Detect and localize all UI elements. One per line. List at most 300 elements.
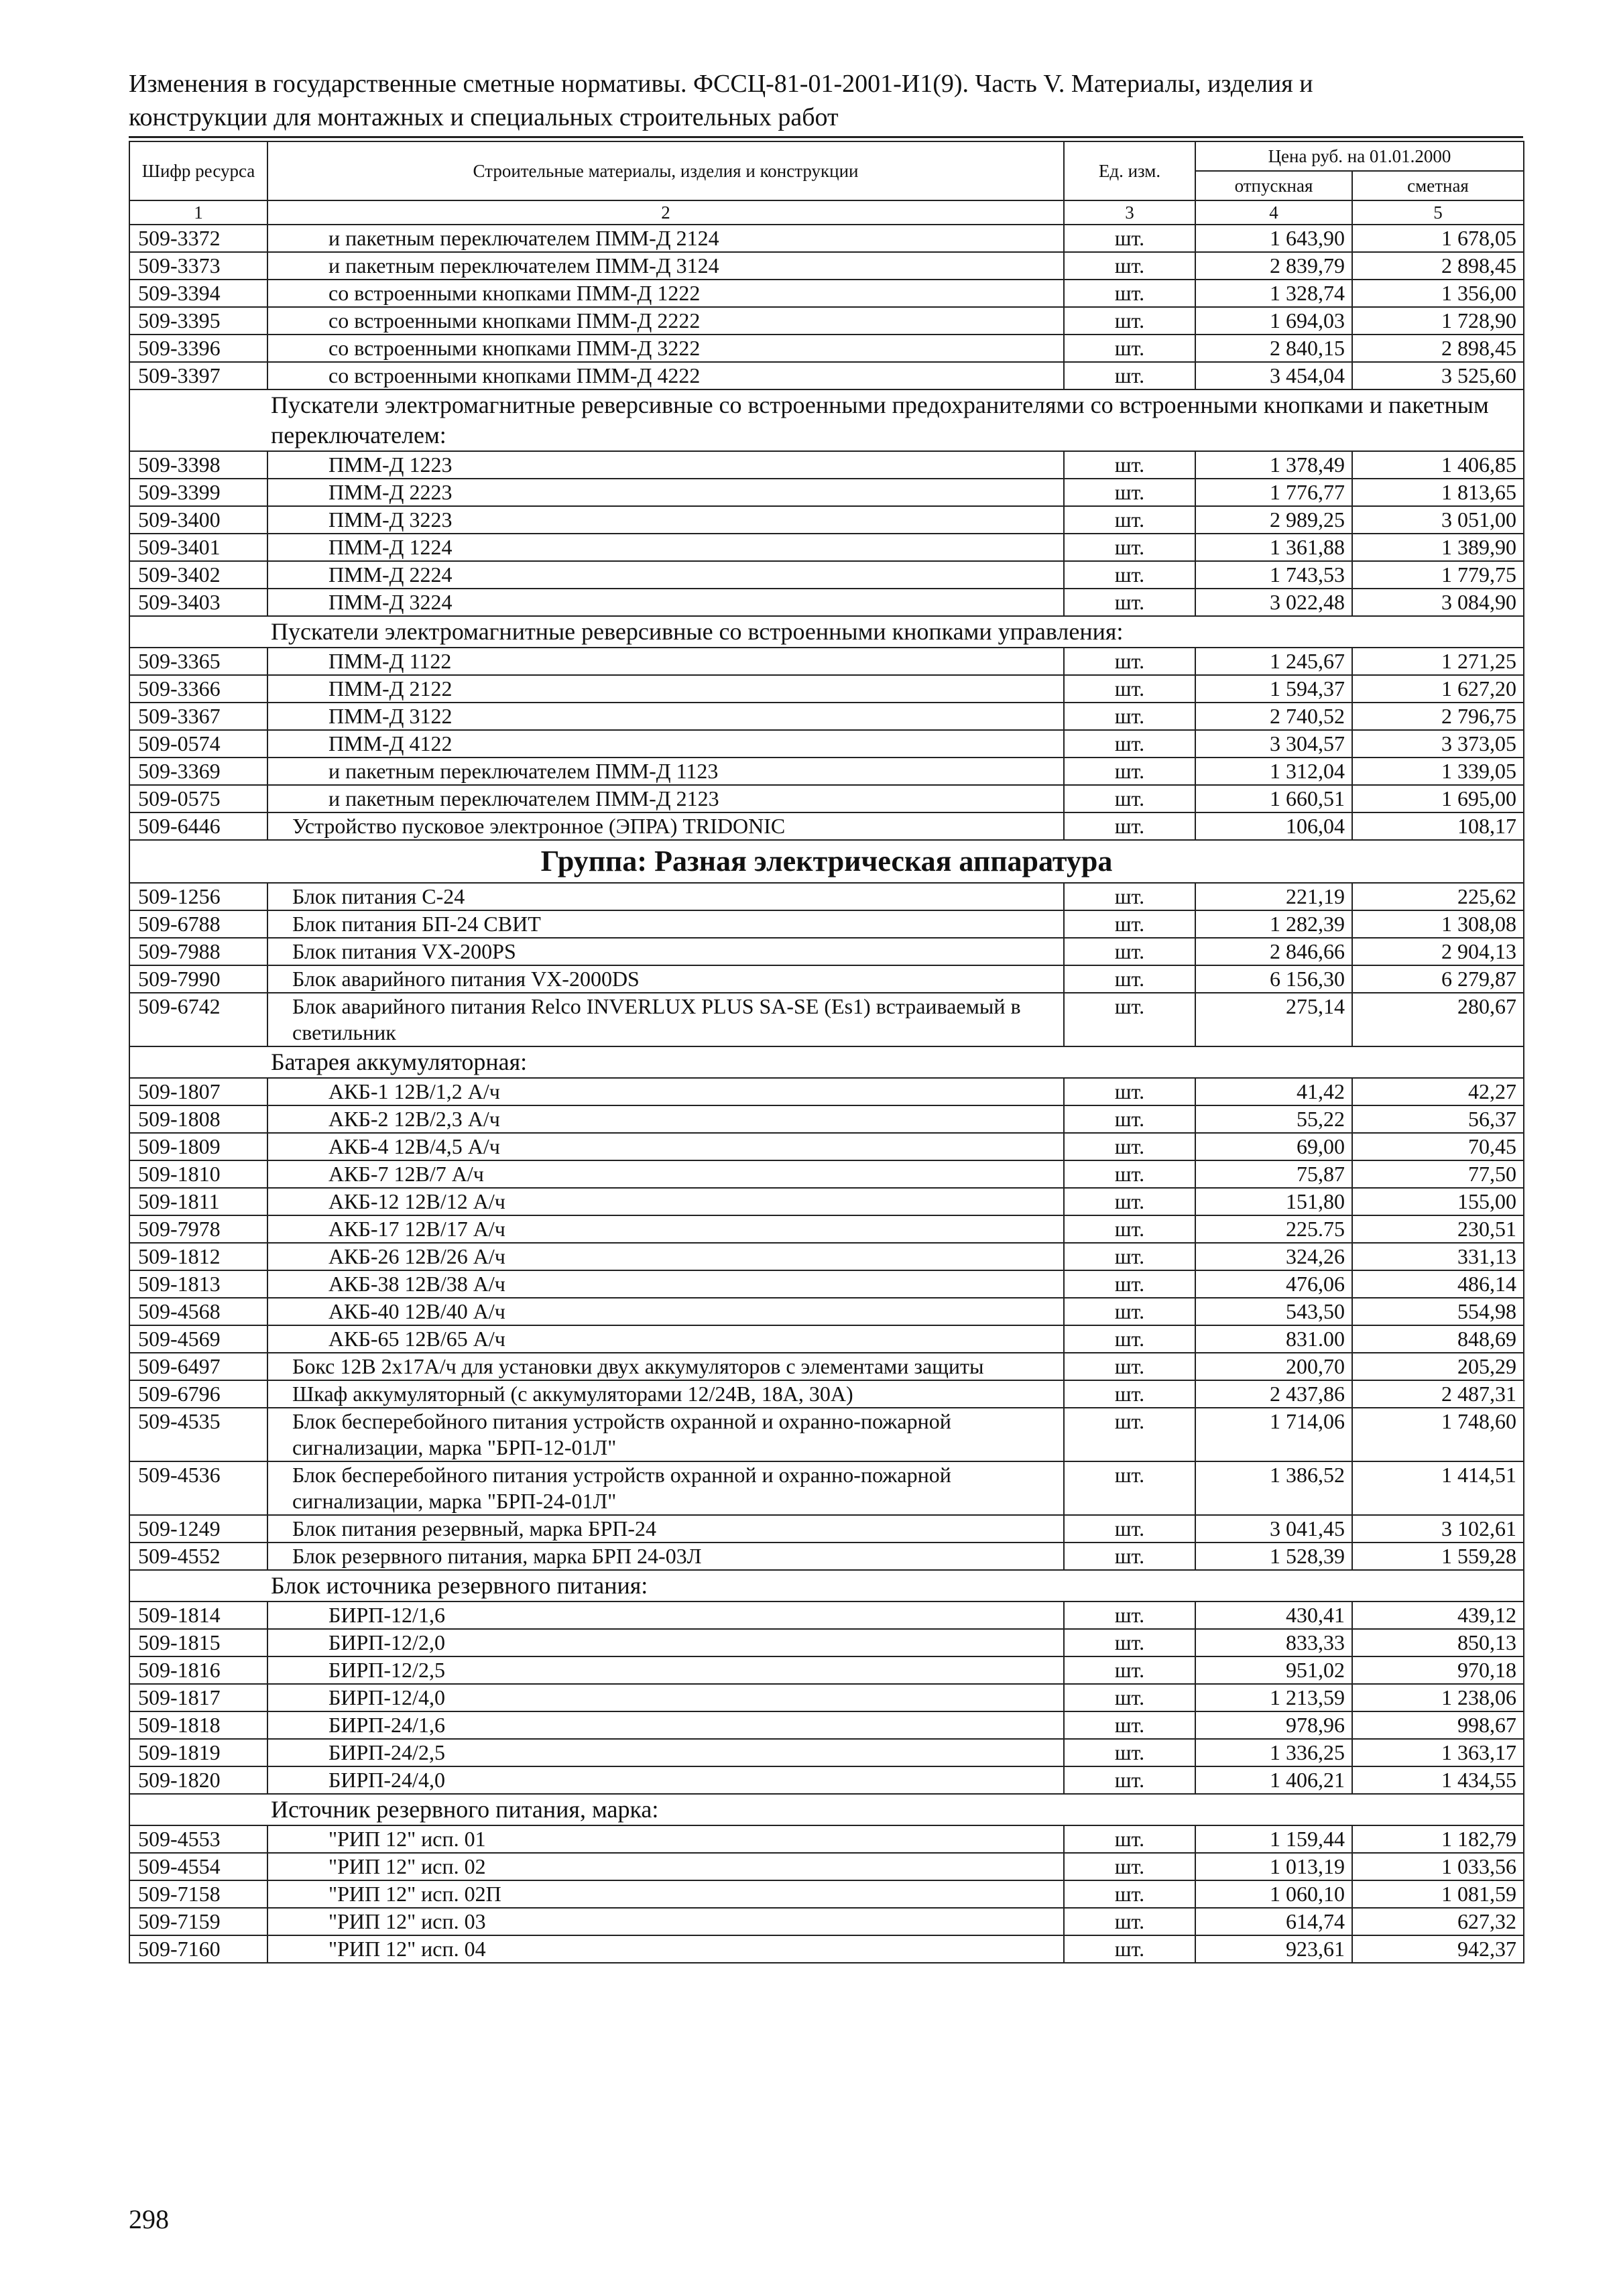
item-name: со встроенными кнопками ПММ-Д 2222 bbox=[267, 307, 1064, 335]
price-wholesale: 1 245,67 bbox=[1195, 648, 1352, 675]
price-estimate: 1 813,65 bbox=[1352, 479, 1524, 506]
price-wholesale: 2 740,52 bbox=[1195, 703, 1352, 730]
table-row bbox=[129, 1105, 1524, 1133]
price-wholesale: 1 528,39 bbox=[1195, 1543, 1352, 1570]
price-wholesale: 55,22 bbox=[1195, 1105, 1352, 1133]
resource-code: 509-7988 bbox=[129, 938, 267, 965]
item-name: Блок бесперебойного питания устройств охранной и охранно-пожарной сигнализации, марка "БРП-24-01Л" bbox=[267, 1461, 1064, 1515]
unit-of-measure: шт. bbox=[1064, 1825, 1195, 1853]
item-name: Блок питания С-24 bbox=[267, 883, 1064, 910]
price-estimate: 2 898,45 bbox=[1352, 335, 1524, 362]
resource-code: 509-3366 bbox=[129, 675, 267, 703]
price-wholesale: 1 213,59 bbox=[1195, 1684, 1352, 1711]
price-wholesale: 225.75 bbox=[1195, 1215, 1352, 1243]
price-estimate: 1 748,60 bbox=[1352, 1408, 1524, 1461]
resource-code: 509-1810 bbox=[129, 1160, 267, 1188]
unit-of-measure: шт. bbox=[1064, 362, 1195, 389]
item-name: со встроенными кнопками ПММ-Д 3222 bbox=[267, 335, 1064, 362]
price-wholesale: 2 989,25 bbox=[1195, 506, 1352, 534]
section-heading-row bbox=[129, 616, 1524, 648]
table-row bbox=[129, 1602, 1524, 1629]
table-row bbox=[129, 479, 1524, 506]
item-name: "РИП 12" исп. 02П bbox=[267, 1880, 1064, 1908]
table-body bbox=[129, 225, 1524, 1963]
unit-of-measure: шт. bbox=[1064, 1380, 1195, 1408]
price-estimate: 486,14 bbox=[1352, 1270, 1524, 1298]
item-name: и пакетным переключателем ПММ-Д 2123 bbox=[267, 785, 1064, 812]
price-estimate: 2 487,31 bbox=[1352, 1380, 1524, 1408]
table-row bbox=[129, 1515, 1524, 1543]
item-name: "РИП 12" исп. 01 bbox=[267, 1825, 1064, 1853]
price-wholesale: 831.00 bbox=[1195, 1325, 1352, 1353]
price-wholesale: 1 361,88 bbox=[1195, 534, 1352, 561]
item-name: и пакетным переключателем ПММ-Д 3124 bbox=[267, 252, 1064, 280]
price-estimate: 942,37 bbox=[1352, 1935, 1524, 1963]
unit-of-measure: шт. bbox=[1064, 675, 1195, 703]
table-row bbox=[129, 1298, 1524, 1325]
resource-code: 509-3396 bbox=[129, 335, 267, 362]
column-header-price: Цена руб. на 01.01.2000 bbox=[1195, 141, 1524, 171]
resource-code: 509-3403 bbox=[129, 589, 267, 616]
unit-of-measure: шт. bbox=[1064, 1160, 1195, 1188]
item-name: Блок питания резервный, марка БРП-24 bbox=[267, 1515, 1064, 1543]
price-estimate: 1 356,00 bbox=[1352, 280, 1524, 307]
unit-of-measure: шт. bbox=[1064, 703, 1195, 730]
table-row bbox=[129, 1133, 1524, 1160]
unit-of-measure: шт. bbox=[1064, 1684, 1195, 1711]
price-estimate: 1 559,28 bbox=[1352, 1543, 1524, 1570]
item-name: ПММ-Д 3223 bbox=[267, 506, 1064, 534]
price-wholesale: 2 846,66 bbox=[1195, 938, 1352, 965]
resource-code: 509-1814 bbox=[129, 1602, 267, 1629]
table-row bbox=[129, 1543, 1524, 1570]
price-estimate: 3 373,05 bbox=[1352, 730, 1524, 758]
item-name: и пакетным переключателем ПММ-Д 1123 bbox=[267, 758, 1064, 785]
unit-of-measure: шт. bbox=[1064, 1408, 1195, 1461]
unit-of-measure: шт. bbox=[1064, 1461, 1195, 1515]
table-row bbox=[129, 1629, 1524, 1656]
price-estimate: 1 406,85 bbox=[1352, 451, 1524, 479]
item-name: БИРП-12/2,5 bbox=[267, 1656, 1064, 1684]
table-row bbox=[129, 812, 1524, 840]
price-estimate: 1 389,90 bbox=[1352, 534, 1524, 561]
resource-code: 509-1809 bbox=[129, 1133, 267, 1160]
price-estimate: 70,45 bbox=[1352, 1133, 1524, 1160]
item-name: "РИП 12" исп. 02 bbox=[267, 1853, 1064, 1880]
resource-code: 509-6446 bbox=[129, 812, 267, 840]
price-estimate: 42,27 bbox=[1352, 1078, 1524, 1105]
section-heading: Блок источника резервного питания: bbox=[129, 1570, 1524, 1602]
item-name: Блок питания БП-24 СВИТ bbox=[267, 910, 1064, 938]
unit-of-measure: шт. bbox=[1064, 1908, 1195, 1935]
header-divider bbox=[129, 136, 1523, 138]
column-number: 3 bbox=[1064, 200, 1195, 225]
resource-code: 509-6742 bbox=[129, 993, 267, 1046]
item-name: АКБ-2 12В/2,3 А/ч bbox=[267, 1105, 1064, 1133]
resource-code: 509-6788 bbox=[129, 910, 267, 938]
price-wholesale: 1 013,19 bbox=[1195, 1853, 1352, 1880]
resource-code: 509-7159 bbox=[129, 1908, 267, 1935]
resource-code: 509-3402 bbox=[129, 561, 267, 589]
unit-of-measure: шт. bbox=[1064, 1215, 1195, 1243]
resource-code: 509-3394 bbox=[129, 280, 267, 307]
price-wholesale: 1 378,49 bbox=[1195, 451, 1352, 479]
column-header-wholesale: отпускная bbox=[1195, 171, 1352, 200]
unit-of-measure: шт. bbox=[1064, 1325, 1195, 1353]
item-name: БИРП-24/4,0 bbox=[267, 1766, 1064, 1794]
unit-of-measure: шт. bbox=[1064, 812, 1195, 840]
unit-of-measure: шт. bbox=[1064, 910, 1195, 938]
price-wholesale: 200,70 bbox=[1195, 1353, 1352, 1380]
unit-of-measure: шт. bbox=[1064, 1739, 1195, 1766]
unit-of-measure: шт. bbox=[1064, 1656, 1195, 1684]
resource-code: 509-6497 bbox=[129, 1353, 267, 1380]
unit-of-measure: шт. bbox=[1064, 785, 1195, 812]
resource-code: 509-4535 bbox=[129, 1408, 267, 1461]
price-estimate: 56,37 bbox=[1352, 1105, 1524, 1133]
table-row bbox=[129, 1853, 1524, 1880]
item-name: АКБ-17 12В/17 А/ч bbox=[267, 1215, 1064, 1243]
price-estimate: 1 308,08 bbox=[1352, 910, 1524, 938]
table-row bbox=[129, 730, 1524, 758]
price-estimate: 1 728,90 bbox=[1352, 307, 1524, 335]
column-header-unit: Ед. изм. bbox=[1064, 141, 1195, 200]
resource-code: 509-3372 bbox=[129, 225, 267, 252]
table-row bbox=[129, 252, 1524, 280]
resource-code: 509-1819 bbox=[129, 1739, 267, 1766]
table-row bbox=[129, 1270, 1524, 1298]
item-name: ПММ-Д 2224 bbox=[267, 561, 1064, 589]
price-estimate: 1 238,06 bbox=[1352, 1684, 1524, 1711]
item-name: Блок аварийного питания Relco INVERLUX PLUS SA-SE (Es1) встраиваемый в светильник bbox=[267, 993, 1064, 1046]
price-wholesale: 923,61 bbox=[1195, 1935, 1352, 1963]
price-estimate: 3 525,60 bbox=[1352, 362, 1524, 389]
price-estimate: 1 081,59 bbox=[1352, 1880, 1524, 1908]
column-number: 4 bbox=[1195, 200, 1352, 225]
price-estimate: 1 695,00 bbox=[1352, 785, 1524, 812]
column-number-row bbox=[129, 200, 1524, 225]
unit-of-measure: шт. bbox=[1064, 1515, 1195, 1543]
price-wholesale: 6 156,30 bbox=[1195, 965, 1352, 993]
item-name: ПММ-Д 1122 bbox=[267, 648, 1064, 675]
price-estimate: 1 363,17 bbox=[1352, 1739, 1524, 1766]
price-wholesale: 3 022,48 bbox=[1195, 589, 1352, 616]
unit-of-measure: шт. bbox=[1064, 1853, 1195, 1880]
unit-of-measure: шт. bbox=[1064, 479, 1195, 506]
item-name: АКБ-65 12В/65 А/ч bbox=[267, 1325, 1064, 1353]
item-name: ПММ-Д 3224 bbox=[267, 589, 1064, 616]
table-row bbox=[129, 1684, 1524, 1711]
unit-of-measure: шт. bbox=[1064, 1935, 1195, 1963]
price-wholesale: 151,80 bbox=[1195, 1188, 1352, 1215]
price-wholesale: 221,19 bbox=[1195, 883, 1352, 910]
resource-code: 509-1813 bbox=[129, 1270, 267, 1298]
table-row bbox=[129, 534, 1524, 561]
item-name: ПММ-Д 2223 bbox=[267, 479, 1064, 506]
resource-code: 509-1815 bbox=[129, 1629, 267, 1656]
price-estimate: 554,98 bbox=[1352, 1298, 1524, 1325]
item-name: со встроенными кнопками ПММ-Д 1222 bbox=[267, 280, 1064, 307]
price-wholesale: 2 839,79 bbox=[1195, 252, 1352, 280]
item-name: БИРП-12/2,0 bbox=[267, 1629, 1064, 1656]
unit-of-measure: шт. bbox=[1064, 1188, 1195, 1215]
price-wholesale: 1 714,06 bbox=[1195, 1408, 1352, 1461]
price-estimate: 1 414,51 bbox=[1352, 1461, 1524, 1515]
table-row bbox=[129, 307, 1524, 335]
table-row bbox=[129, 1353, 1524, 1380]
item-name: Блок питания VX-200PS bbox=[267, 938, 1064, 965]
resource-code: 509-7158 bbox=[129, 1880, 267, 1908]
unit-of-measure: шт. bbox=[1064, 1105, 1195, 1133]
table-row bbox=[129, 1766, 1524, 1794]
resource-code: 509-7990 bbox=[129, 965, 267, 993]
table-row bbox=[129, 938, 1524, 965]
resource-code: 509-1820 bbox=[129, 1766, 267, 1794]
page-header-line-1: Изменения в государственные сметные нормативы. ФССЦ-81-01-2001-И1(9). Часть V. Материалы, изделия и bbox=[129, 70, 1313, 98]
resource-code: 509-6796 bbox=[129, 1380, 267, 1408]
resource-code: 509-3398 bbox=[129, 451, 267, 479]
price-wholesale: 614,74 bbox=[1195, 1908, 1352, 1935]
table-row bbox=[129, 1711, 1524, 1739]
price-wholesale: 1 643,90 bbox=[1195, 225, 1352, 252]
item-name: АКБ-38 12В/38 А/ч bbox=[267, 1270, 1064, 1298]
price-wholesale: 41,42 bbox=[1195, 1078, 1352, 1105]
item-name: БИРП-12/4,0 bbox=[267, 1684, 1064, 1711]
column-header-name: Строительные материалы, изделия и конструкции bbox=[267, 141, 1064, 200]
table-header-row bbox=[129, 141, 1524, 171]
price-wholesale: 1 386,52 bbox=[1195, 1461, 1352, 1515]
item-name: АКБ-1 12В/1,2 А/ч bbox=[267, 1078, 1064, 1105]
page-header bbox=[129, 67, 1523, 134]
unit-of-measure: шт. bbox=[1064, 1543, 1195, 1570]
table-row bbox=[129, 225, 1524, 252]
table-row bbox=[129, 785, 1524, 812]
unit-of-measure: шт. bbox=[1064, 758, 1195, 785]
resource-code: 509-1807 bbox=[129, 1078, 267, 1105]
resource-code: 509-3401 bbox=[129, 534, 267, 561]
resource-code: 509-4536 bbox=[129, 1461, 267, 1515]
price-wholesale: 1 660,51 bbox=[1195, 785, 1352, 812]
resource-code: 509-1812 bbox=[129, 1243, 267, 1270]
price-wholesale: 75,87 bbox=[1195, 1160, 1352, 1188]
resource-code: 509-1816 bbox=[129, 1656, 267, 1684]
table-row bbox=[129, 703, 1524, 730]
table-row bbox=[129, 1935, 1524, 1963]
section-heading: Пускатели электромагнитные реверсивные со встроенными предохранителями со встроенными кнопками и пакетным переключателем: bbox=[129, 389, 1524, 451]
price-estimate: 850,13 bbox=[1352, 1629, 1524, 1656]
price-wholesale: 3 041,45 bbox=[1195, 1515, 1352, 1543]
item-name: АКБ-12 12В/12 А/ч bbox=[267, 1188, 1064, 1215]
resource-code: 509-3367 bbox=[129, 703, 267, 730]
item-name: ПММ-Д 4122 bbox=[267, 730, 1064, 758]
price-wholesale: 69,00 bbox=[1195, 1133, 1352, 1160]
price-wholesale: 1 282,39 bbox=[1195, 910, 1352, 938]
price-wholesale: 324,26 bbox=[1195, 1243, 1352, 1270]
page-header-line-2: конструкции для монтажных и специальных строительных работ bbox=[129, 103, 839, 131]
price-estimate: 205,29 bbox=[1352, 1353, 1524, 1380]
item-name: ПММ-Д 2122 bbox=[267, 675, 1064, 703]
resource-code: 509-3365 bbox=[129, 648, 267, 675]
price-estimate: 280,67 bbox=[1352, 993, 1524, 1046]
unit-of-measure: шт. bbox=[1064, 1353, 1195, 1380]
price-estimate: 225,62 bbox=[1352, 883, 1524, 910]
price-estimate: 1 182,79 bbox=[1352, 1825, 1524, 1853]
price-wholesale: 1 060,10 bbox=[1195, 1880, 1352, 1908]
resource-code: 509-1817 bbox=[129, 1684, 267, 1711]
price-estimate: 2 796,75 bbox=[1352, 703, 1524, 730]
price-estimate: 6 279,87 bbox=[1352, 965, 1524, 993]
table-row bbox=[129, 675, 1524, 703]
resource-code: 509-3400 bbox=[129, 506, 267, 534]
price-wholesale: 1 312,04 bbox=[1195, 758, 1352, 785]
item-name: "РИП 12" исп. 04 bbox=[267, 1935, 1064, 1963]
price-wholesale: 1 694,03 bbox=[1195, 307, 1352, 335]
resource-code: 509-0575 bbox=[129, 785, 267, 812]
table-row bbox=[129, 1380, 1524, 1408]
item-name: АКБ-26 12В/26 А/ч bbox=[267, 1243, 1064, 1270]
resource-code: 509-4554 bbox=[129, 1853, 267, 1880]
table-row bbox=[129, 335, 1524, 362]
table-row bbox=[129, 1325, 1524, 1353]
table-row bbox=[129, 506, 1524, 534]
unit-of-measure: шт. bbox=[1064, 335, 1195, 362]
unit-of-measure: шт. bbox=[1064, 451, 1195, 479]
resource-code: 509-4568 bbox=[129, 1298, 267, 1325]
column-number: 2 bbox=[267, 200, 1064, 225]
table-row bbox=[129, 1825, 1524, 1853]
resource-code: 509-1811 bbox=[129, 1188, 267, 1215]
unit-of-measure: шт. bbox=[1064, 1880, 1195, 1908]
unit-of-measure: шт. bbox=[1064, 1298, 1195, 1325]
resource-code: 509-7978 bbox=[129, 1215, 267, 1243]
price-wholesale: 1 328,74 bbox=[1195, 280, 1352, 307]
unit-of-measure: шт. bbox=[1064, 589, 1195, 616]
group-heading-row bbox=[129, 840, 1524, 883]
table-row bbox=[129, 993, 1524, 1046]
item-name: Шкаф аккумуляторный (с аккумуляторами 12/24В, 18А, 30А) bbox=[267, 1380, 1064, 1408]
item-name: Блок бесперебойного питания устройств охранной и охранно-пожарной сигнализации, марка "БРП-12-01Л" bbox=[267, 1408, 1064, 1461]
price-estimate: 1 339,05 bbox=[1352, 758, 1524, 785]
item-name: ПММ-Д 1224 bbox=[267, 534, 1064, 561]
price-wholesale: 1 406,21 bbox=[1195, 1766, 1352, 1794]
price-wholesale: 3 304,57 bbox=[1195, 730, 1352, 758]
price-estimate: 1 627,20 bbox=[1352, 675, 1524, 703]
resource-code: 509-4552 bbox=[129, 1543, 267, 1570]
price-table bbox=[129, 141, 1524, 1963]
price-wholesale: 1 594,37 bbox=[1195, 675, 1352, 703]
item-name: Блок аварийного питания VX-2000DS bbox=[267, 965, 1064, 993]
unit-of-measure: шт. bbox=[1064, 648, 1195, 675]
unit-of-measure: шт. bbox=[1064, 307, 1195, 335]
item-name: Устройство пусковое электронное (ЭПРА) TRIDONIC bbox=[267, 812, 1064, 840]
section-heading-row bbox=[129, 1046, 1524, 1078]
resource-code: 509-3395 bbox=[129, 307, 267, 335]
price-estimate: 1 779,75 bbox=[1352, 561, 1524, 589]
price-wholesale: 1 743,53 bbox=[1195, 561, 1352, 589]
page-number: 298 bbox=[129, 2204, 169, 2234]
column-header-code: Шифр ресурса bbox=[129, 141, 267, 200]
item-name: "РИП 12" исп. 03 bbox=[267, 1908, 1064, 1935]
item-name: БИРП-12/1,6 bbox=[267, 1602, 1064, 1629]
resource-code: 509-1808 bbox=[129, 1105, 267, 1133]
table-row bbox=[129, 910, 1524, 938]
unit-of-measure: шт. bbox=[1064, 1133, 1195, 1160]
table-row bbox=[129, 1880, 1524, 1908]
table-row bbox=[129, 589, 1524, 616]
unit-of-measure: шт. bbox=[1064, 1602, 1195, 1629]
table-row bbox=[129, 451, 1524, 479]
price-estimate: 230,51 bbox=[1352, 1215, 1524, 1243]
price-wholesale: 833,33 bbox=[1195, 1629, 1352, 1656]
table-row bbox=[129, 1160, 1524, 1188]
section-heading: Пускатели электромагнитные реверсивные со встроенными кнопками управления: bbox=[129, 616, 1524, 648]
price-wholesale: 1 336,25 bbox=[1195, 1739, 1352, 1766]
item-name: АКБ-4 12В/4,5 А/ч bbox=[267, 1133, 1064, 1160]
table-row bbox=[129, 1739, 1524, 1766]
item-name: АКБ-7 12В/7 А/ч bbox=[267, 1160, 1064, 1188]
price-estimate: 155,00 bbox=[1352, 1188, 1524, 1215]
price-wholesale: 275,14 bbox=[1195, 993, 1352, 1046]
price-estimate: 2 904,13 bbox=[1352, 938, 1524, 965]
resource-code: 509-1256 bbox=[129, 883, 267, 910]
unit-of-measure: шт. bbox=[1064, 1243, 1195, 1270]
price-estimate: 998,67 bbox=[1352, 1711, 1524, 1739]
resource-code: 509-4553 bbox=[129, 1825, 267, 1853]
price-wholesale: 2 840,15 bbox=[1195, 335, 1352, 362]
price-estimate: 848,69 bbox=[1352, 1325, 1524, 1353]
unit-of-measure: шт. bbox=[1064, 506, 1195, 534]
column-header-estimate: сметная bbox=[1352, 171, 1524, 200]
unit-of-measure: шт. bbox=[1064, 1766, 1195, 1794]
unit-of-measure: шт. bbox=[1064, 534, 1195, 561]
table-row bbox=[129, 561, 1524, 589]
price-wholesale: 543,50 bbox=[1195, 1298, 1352, 1325]
item-name: ПММ-Д 1223 bbox=[267, 451, 1064, 479]
price-estimate: 1 271,25 bbox=[1352, 648, 1524, 675]
unit-of-measure: шт. bbox=[1064, 561, 1195, 589]
resource-code: 509-4569 bbox=[129, 1325, 267, 1353]
table-row bbox=[129, 1078, 1524, 1105]
resource-code: 509-7160 bbox=[129, 1935, 267, 1963]
unit-of-measure: шт. bbox=[1064, 730, 1195, 758]
item-name: Бокс 12В 2х17А/ч для установки двух аккумуляторов с элементами защиты bbox=[267, 1353, 1064, 1380]
price-estimate: 1 434,55 bbox=[1352, 1766, 1524, 1794]
item-name: АКБ-40 12В/40 А/ч bbox=[267, 1298, 1064, 1325]
unit-of-measure: шт. bbox=[1064, 1629, 1195, 1656]
table-row bbox=[129, 1243, 1524, 1270]
table-row bbox=[129, 1908, 1524, 1935]
unit-of-measure: шт. bbox=[1064, 280, 1195, 307]
section-heading-row bbox=[129, 1570, 1524, 1602]
unit-of-measure: шт. bbox=[1064, 938, 1195, 965]
price-estimate: 77,50 bbox=[1352, 1160, 1524, 1188]
item-name: Блок резервного питания, марка БРП 24-03Л bbox=[267, 1543, 1064, 1570]
unit-of-measure: шт. bbox=[1064, 1078, 1195, 1105]
price-wholesale: 430,41 bbox=[1195, 1602, 1352, 1629]
price-wholesale: 1 159,44 bbox=[1195, 1825, 1352, 1853]
column-number: 5 bbox=[1352, 200, 1524, 225]
table-row bbox=[129, 883, 1524, 910]
price-estimate: 2 898,45 bbox=[1352, 252, 1524, 280]
price-estimate: 627,32 bbox=[1352, 1908, 1524, 1935]
price-estimate: 3 051,00 bbox=[1352, 506, 1524, 534]
unit-of-measure: шт. bbox=[1064, 993, 1195, 1046]
unit-of-measure: шт. bbox=[1064, 252, 1195, 280]
unit-of-measure: шт. bbox=[1064, 1711, 1195, 1739]
price-estimate: 108,17 bbox=[1352, 812, 1524, 840]
price-wholesale: 476,06 bbox=[1195, 1270, 1352, 1298]
item-name: БИРП-24/1,6 bbox=[267, 1711, 1064, 1739]
